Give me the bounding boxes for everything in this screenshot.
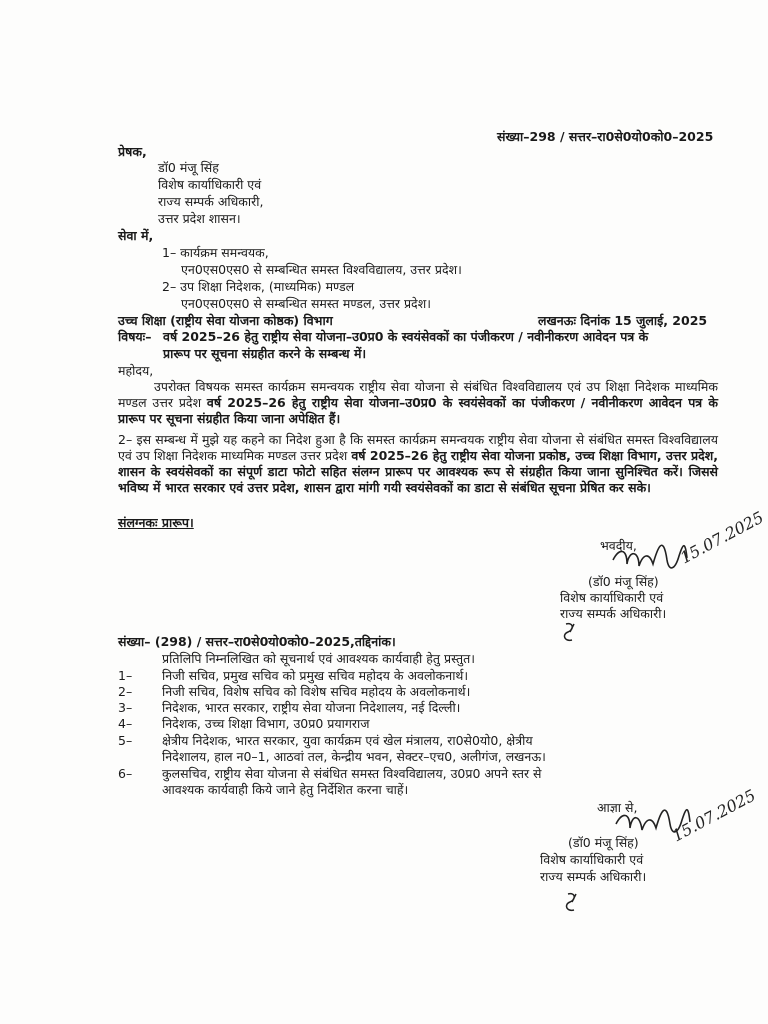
copy-item-text: निदेशक, उच्च शिक्षा विभाग, उ0प्र0 प्रयागराज — [162, 716, 370, 731]
reference-number: संख्या–298 / सत्तर–रा0से0यो0को0–2025 — [497, 129, 714, 144]
initial-mark-1-stroke — [565, 624, 574, 641]
body-paragraph-2-emphasis: वर्ष 2025–26 हेतु राष्ट्रीय सेवा योजना प्रकोष्ठ, उच्च शिक्षा विभाग, उत्तर प्रदेश, शासन के स्वयंसेवकों का संपूर्ण डाटा फोटो सहित संलग्न प्रारूप पर आवश्यक रूप से संग्रहीत किया जाना सुनिश्चित करें। जिससे भविष्य में भारत सरकार एवं उत्तर प्रदेश, शासन द्वारा मांगी गयी स्वयंसेवकों का डाटा से संबंधित सूचना प्रेषित कर सके। — [118, 448, 718, 495]
recipient-2-detail: एन0एस0एस0 से सम्बन्धित समस्त मण्डल, उत्तर प्रदेश। — [181, 296, 431, 311]
department: उच्च शिक्षा (राष्ट्रीय सेवा योजना कोष्ठक) विभाग — [118, 313, 333, 328]
copy-item-number: 1– — [118, 668, 133, 683]
signatory-2-title-2: राज्य सम्पर्क अधिकारी। — [540, 869, 647, 884]
copy-item-text: कुलसचिव, राष्ट्रीय सेवा योजना से संबंधित समस्त विश्वविद्यालय, उ0प्र0 अपने स्तर से — [162, 766, 542, 781]
signatory-1-name: (डॉ0 मंजू सिंह) — [588, 574, 659, 589]
body-paragraph-2-text: 2– इस सम्बन्ध में मुझे यह कहने का निदेश हुआ है कि समस्त कार्यक्रम समन्वयक राष्ट्रीय सेवा योजना से संबंधित समस्त विश्वविद्यालय एवं उप शिक्षा निदेशक माध्यमिक मण्डल उत्तर प्रदेश — [118, 432, 718, 463]
copy-item-text: निजी सचिव, प्रमुख सचिव को प्रमुख सचिव महोदय के अवलोकनार्थ। — [162, 668, 469, 683]
copy-item-text: निदेशक, भारत सरकार, राष्ट्रीय सेवा योजना निदेशालय, नई दिल्ली। — [162, 700, 461, 715]
enclosure-note: संलग्नकः प्रारूप। — [118, 515, 194, 530]
recipient-2-title: 2– उप शिक्षा निदेशक, (माध्यमिक) मण्डल — [162, 279, 355, 294]
recipient-1-title: 1– कार्यक्रम समन्वयक, — [162, 245, 269, 260]
subject-line-2: प्रारूप पर सूचना संग्रहीत करने के सम्बन्ध में। — [163, 346, 367, 361]
copy-intro: प्रतिलिपि निम्नलिखित को सूचनार्थ एवं आवश्यक कार्यवाही हेतु प्रस्तुत। — [162, 651, 475, 666]
initial-mark-2 — [562, 890, 582, 916]
closing-regards: भवदीय, — [600, 538, 637, 553]
subject-label: विषयः– — [118, 329, 152, 344]
body-paragraph-1-emphasis: वर्ष 2025–26 हेतु राष्ट्रीय सेवा योजना–उ0प्र0 के स्वयंसेवकों का पंजीकरण / नवीनीकरण आवेदन पत्र के प्रारूप पर सूचना संग्रहीत किया जाना अपेक्षित हैं। — [118, 395, 718, 426]
initial-mark-2-stroke — [567, 894, 576, 911]
salutation: महोदय, — [118, 363, 154, 378]
sender-designation-2: राज्य सम्पर्क अधिकारी, — [158, 194, 264, 209]
sender-name: डॉ0 मंजू सिंह — [158, 160, 219, 175]
signatory-1-title-2: राज्य सम्पर्क अधिकारी। — [560, 606, 667, 621]
letter-date: लखनऊः दिनांक 15 जुलाई, 2025 — [538, 313, 708, 328]
copy-item-number: 4– — [118, 716, 133, 731]
copy-item-number: 3– — [118, 700, 133, 715]
sender-label: प्रेषक, — [118, 144, 147, 159]
copy-item-text: क्षेत्रीय निदेशक, भारत सरकार, युवा कार्यक्रम एवं खेल मंत्रालय, रा0से0यो0, क्षेत्रीय — [162, 733, 533, 748]
signatory-2-title-1: विशेष कार्याधिकारी एवं — [540, 852, 644, 867]
sender-designation-1: विशेष कार्याधिकारी एवं — [158, 177, 262, 192]
body-paragraph-1-text: उपरोक्त विषयक समस्त कार्यक्रम समन्वयक राष्ट्रीय सेवा योजना से संबंधित विश्वविद्यालय एवं उप शिक्षा निदेशक माध्यमिक मण्डल उत्तर प्रदेश — [118, 379, 718, 410]
signature-1-date: 15.07.2025 — [676, 507, 767, 568]
recipients-label: सेवा में, — [118, 228, 154, 243]
signatory-1-title-1: विशेष कार्याधिकारी एवं — [560, 590, 664, 605]
copy-item-text-continued: आवश्यक कार्यवाही किये जाने हेतु निर्देशित करना चाहें। — [162, 782, 409, 797]
subject-line-1: वर्ष 2025–26 हेतु राष्ट्रीय सेवा योजना–उ0प्र0 के स्वयंसेवकों का पंजीकरण / नवीनीकरण आवेदन पत्र के — [163, 329, 649, 344]
signature-2-date: 15.07.2025 — [668, 785, 759, 846]
initial-mark-1 — [560, 620, 580, 644]
copy-item-text: निजी सचिव, विशेष सचिव को विशेष सचिव महोदय के अवलोकनार्थ। — [162, 684, 471, 699]
sender-office: उत्तर प्रदेश शासन। — [158, 211, 241, 226]
copy-item-number: 6– — [118, 766, 133, 781]
copy-item-number: 5– — [118, 733, 133, 748]
body-paragraph-1 — [118, 379, 718, 427]
signature-1-stroke — [613, 545, 687, 568]
by-order: आज्ञा से, — [597, 800, 638, 815]
copy-reference: संख्या– (298) / सत्तर–रा0से0यो0को0–2025,तद्दिनांक। — [118, 634, 396, 649]
copy-item-number: 2– — [118, 684, 133, 699]
copy-item-text-continued: निदेशालय, हाल न0–1, आठवां तल, केन्द्रीय भवन, सेक्टर–एच0, अलीगंज, लखनऊ। — [162, 749, 546, 764]
recipient-1-detail: एन0एस0एस0 से सम्बन्धित समस्त विश्वविद्यालय, उत्तर प्रदेश। — [181, 262, 462, 277]
signatory-2-name: (डॉ0 मंजू सिंह) — [568, 835, 639, 850]
body-paragraph-2 — [118, 432, 718, 496]
